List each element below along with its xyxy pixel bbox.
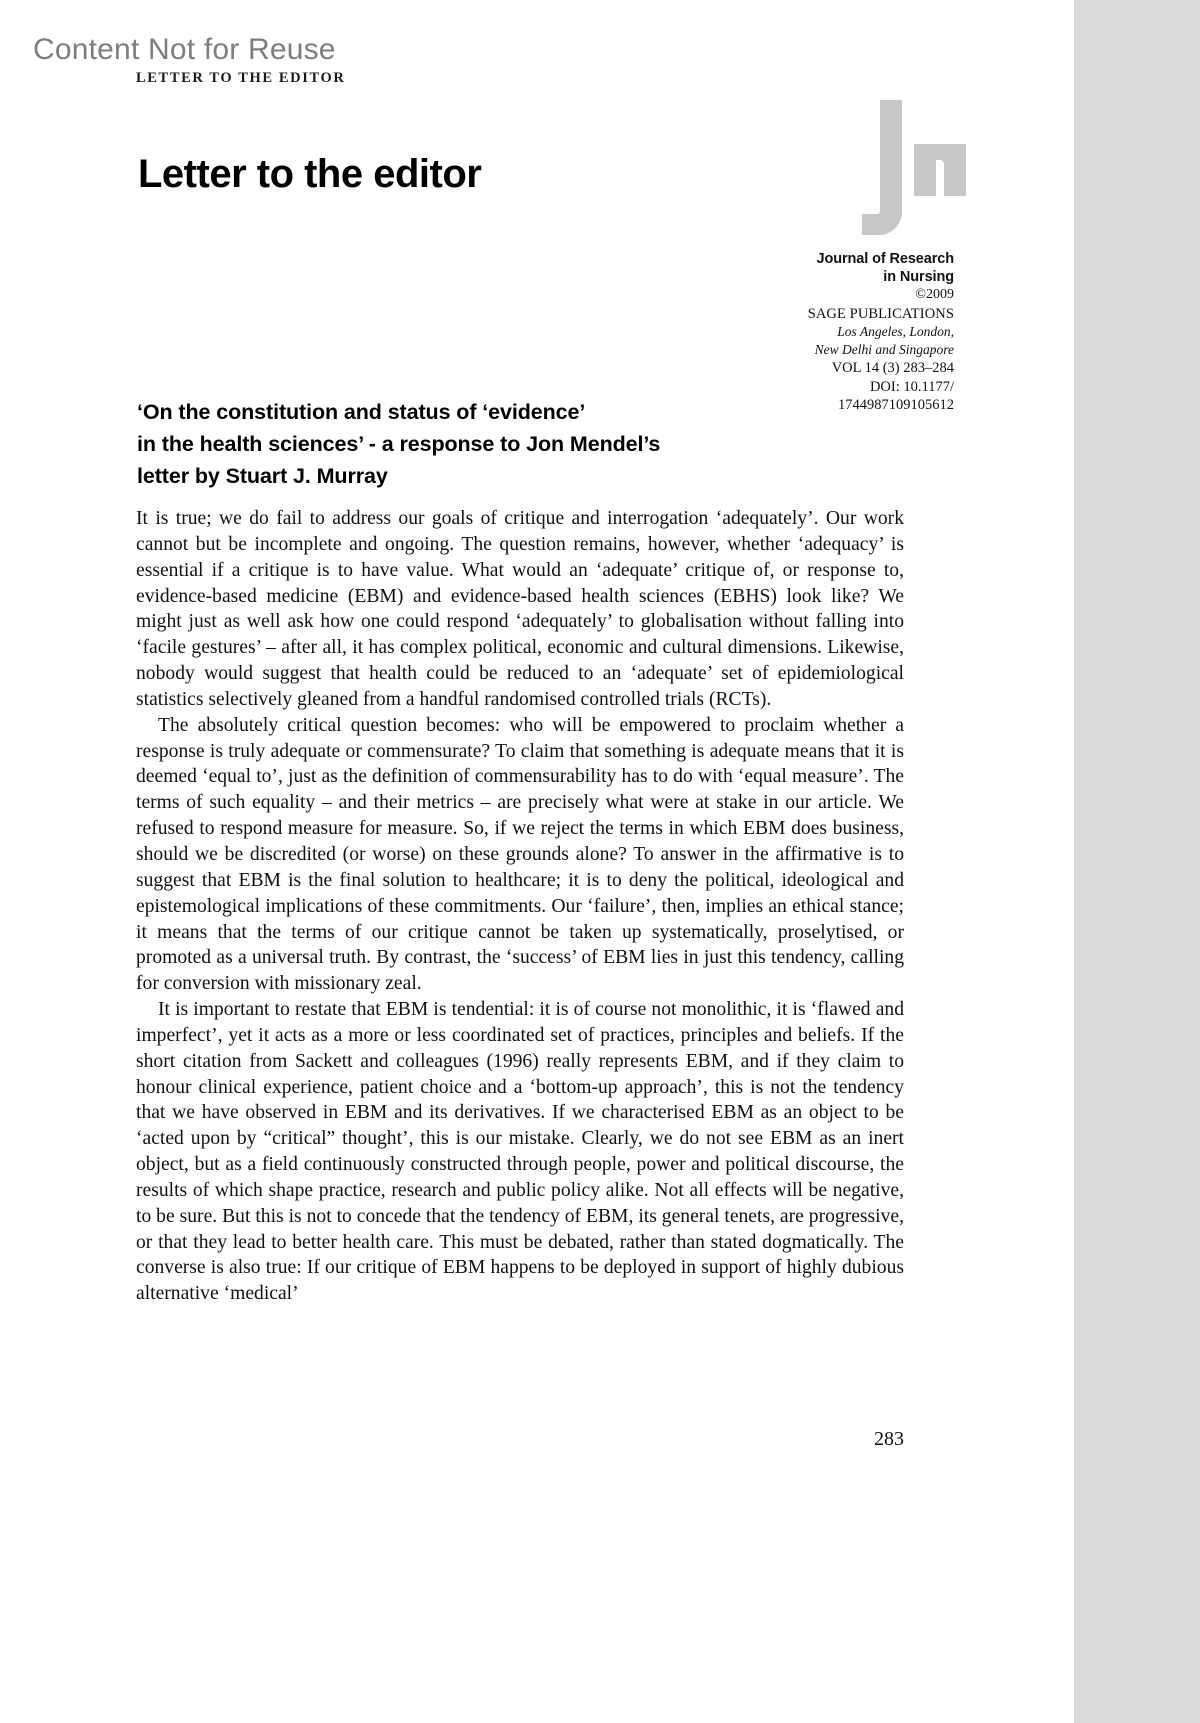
copyright-line: ©2009 [915,287,954,302]
publisher-cities-line2: New Delhi and Singapore [814,342,954,358]
page-title: Letter to the editor [138,152,482,196]
page-number: 283 [874,1428,904,1450]
publisher-line: SAGE PUBLICATIONS [807,305,954,322]
article-title-line-1: ‘On the constitution and status of ‘evidence’ [137,400,586,424]
running-head: LETTER TO THE EDITOR [136,70,346,86]
article-title-line-2: in the health sciences’ - a response to Jon Mendel’s [137,432,661,456]
volume-line: VOL 14 (3) 283–284 [831,360,954,377]
body-paragraph: It is true; we do fail to address our goals of critique and interrogation ‘adequately’. Our work cannot but be incomplete and ongoing. The question remains, however, whether ‘adequacy’ is essential if a critique is to have value. What would an ‘adequate’ critique of, or response to, evidence-based medicine (EBM) and evidence-based health sciences (EBHS) look like? We might just as well ask how one could respond ‘adequately’ to globalisation without falling into ‘facile gestures’ – after all, it has complex political, economic and cultural dimensions. Likewise, nobody would suggest that health could be reduced to an ‘adequate’ set of epidemiological statistics selectively gleaned from a handful randomised controlled trials (RCTs). [136,508,904,710]
body-paragraph: The absolutely critical question becomes: who will be empowered to proclaim whether a response is truly adequate or commensurate? To claim that something is adequate means that it is deemed ‘equal to’, just as the definition of commensurability has to do with ‘equal measure’. The terms of such equality – and their metrics – are precisely what were at stake in our article. We refused to respond measure for measure. So, if we reject the terms in which EBM does business, should we be discredited (or worse) on these grounds alone? To answer in the affirmative is to suggest that EBM is the final solution to healthcare; it is to deny the political, ideological and epistemological implications of these commitments. Our ‘failure’, then, implies an ethical stance; it means that the terms of our critique cannot be taken up systematically, proselytised, or promoted as a universal truth. By contrast, the ‘success’ of EBM lies in just this tendency, calling for conversion with missionary zeal. [136,714,904,995]
article-body [136,506,904,1307]
jrn-logo [862,100,972,235]
doi-label: DOI: 10.1177/ [869,378,954,395]
article-title-line-3: letter by Stuart J. Murray [137,464,388,488]
journal-imprint [740,251,954,415]
watermark-text: Content Not for Reuse [33,33,336,66]
publisher-cities-line1: Los Angeles, London, [837,324,954,340]
journal-name-line1: Journal of Research [816,251,954,267]
journal-name-line2: in Nursing [883,268,954,285]
article-title [137,396,937,492]
body-paragraph: It is important to restate that EBM is tendential: it is of course not monolithic, it is ‘flawed and imperfect’, yet it acts as a more or less coordinated set of practices, principles and beliefs. If the short citation from Sackett and colleagues (1996) really represents EBM, and if they claim to honour clinical experience, patient choice and a ‘bottom-up approach’, this is not the tendency that we have observed in EBM and its derivatives. If we characterised EBM as an object to be ‘acted upon by “critical” thought’, this is our mistake. Clearly, we do not see EBM as an inert object, but as a field continuously constructed through people, power and political discourse, the results of which shape practice, research and public policy alike. Not all effects will be negative, to be sure. But this is not to concede that the tendency of EBM, its general tenets, are progressive, or that they lead to better health care. This must be debated, rather than stated dogmatically. The converse is also true: If our critique of EBM happens to be deployed in support of highly dubious alternative ‘medical’ [136,999,904,1305]
doi-number: 1744987109105612 [838,397,954,414]
